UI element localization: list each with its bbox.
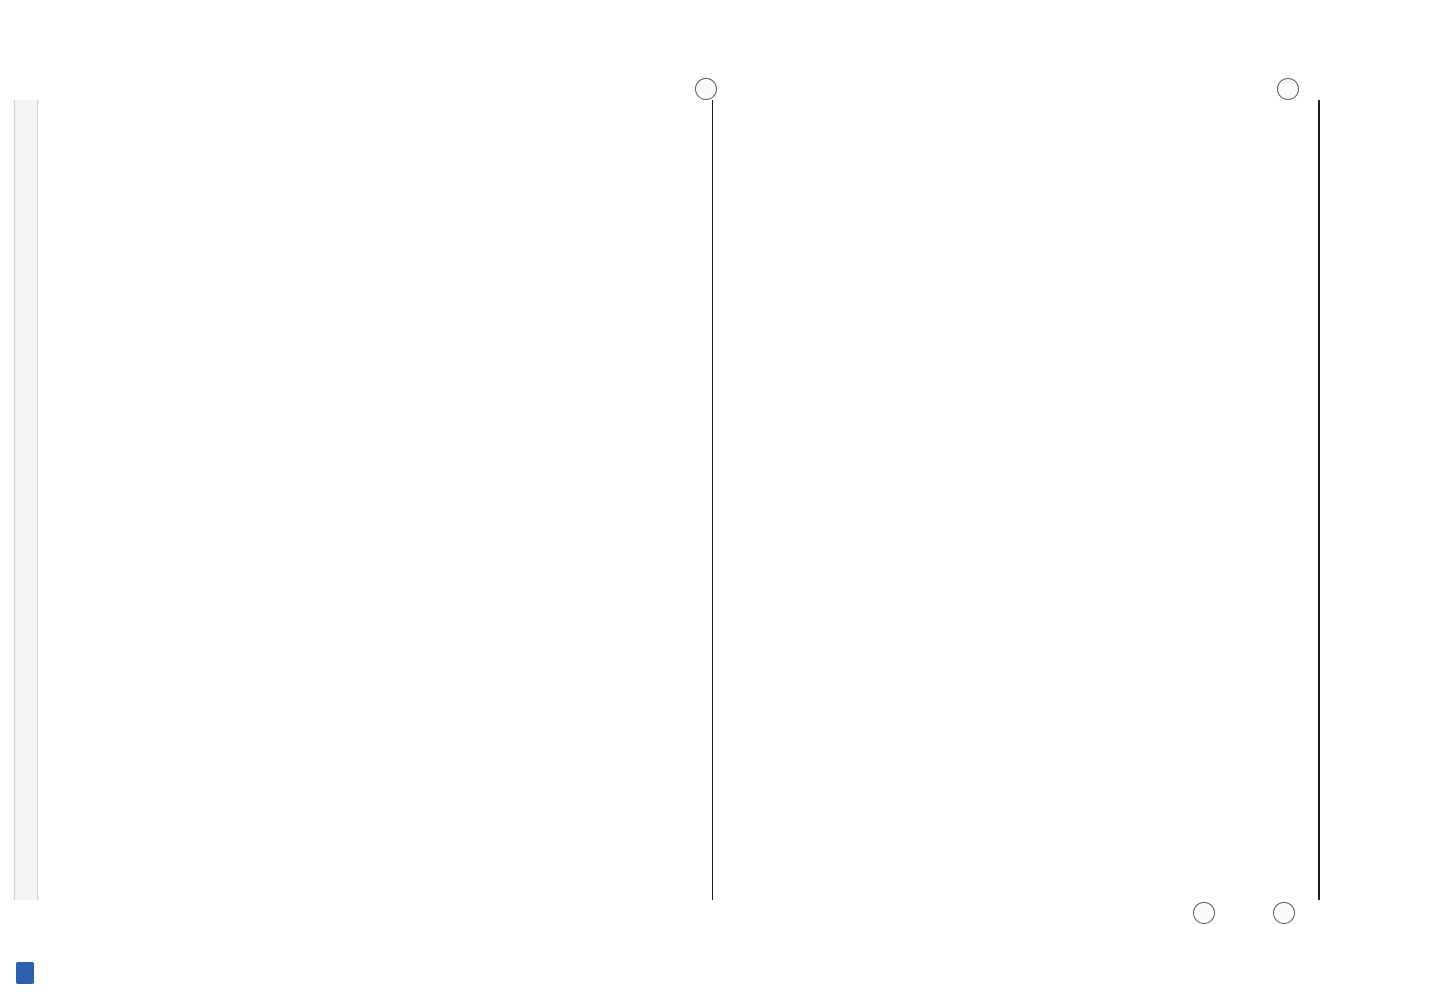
margin-mark-b [695, 78, 717, 100]
margin-mark-d [1193, 902, 1215, 924]
header-rule [1318, 100, 1320, 900]
margin-mark-a [1277, 78, 1299, 100]
column-divider [712, 100, 713, 900]
margin-mark-c [1273, 902, 1295, 924]
digitization-strip [14, 100, 38, 900]
funder-logo-icon [16, 962, 34, 984]
